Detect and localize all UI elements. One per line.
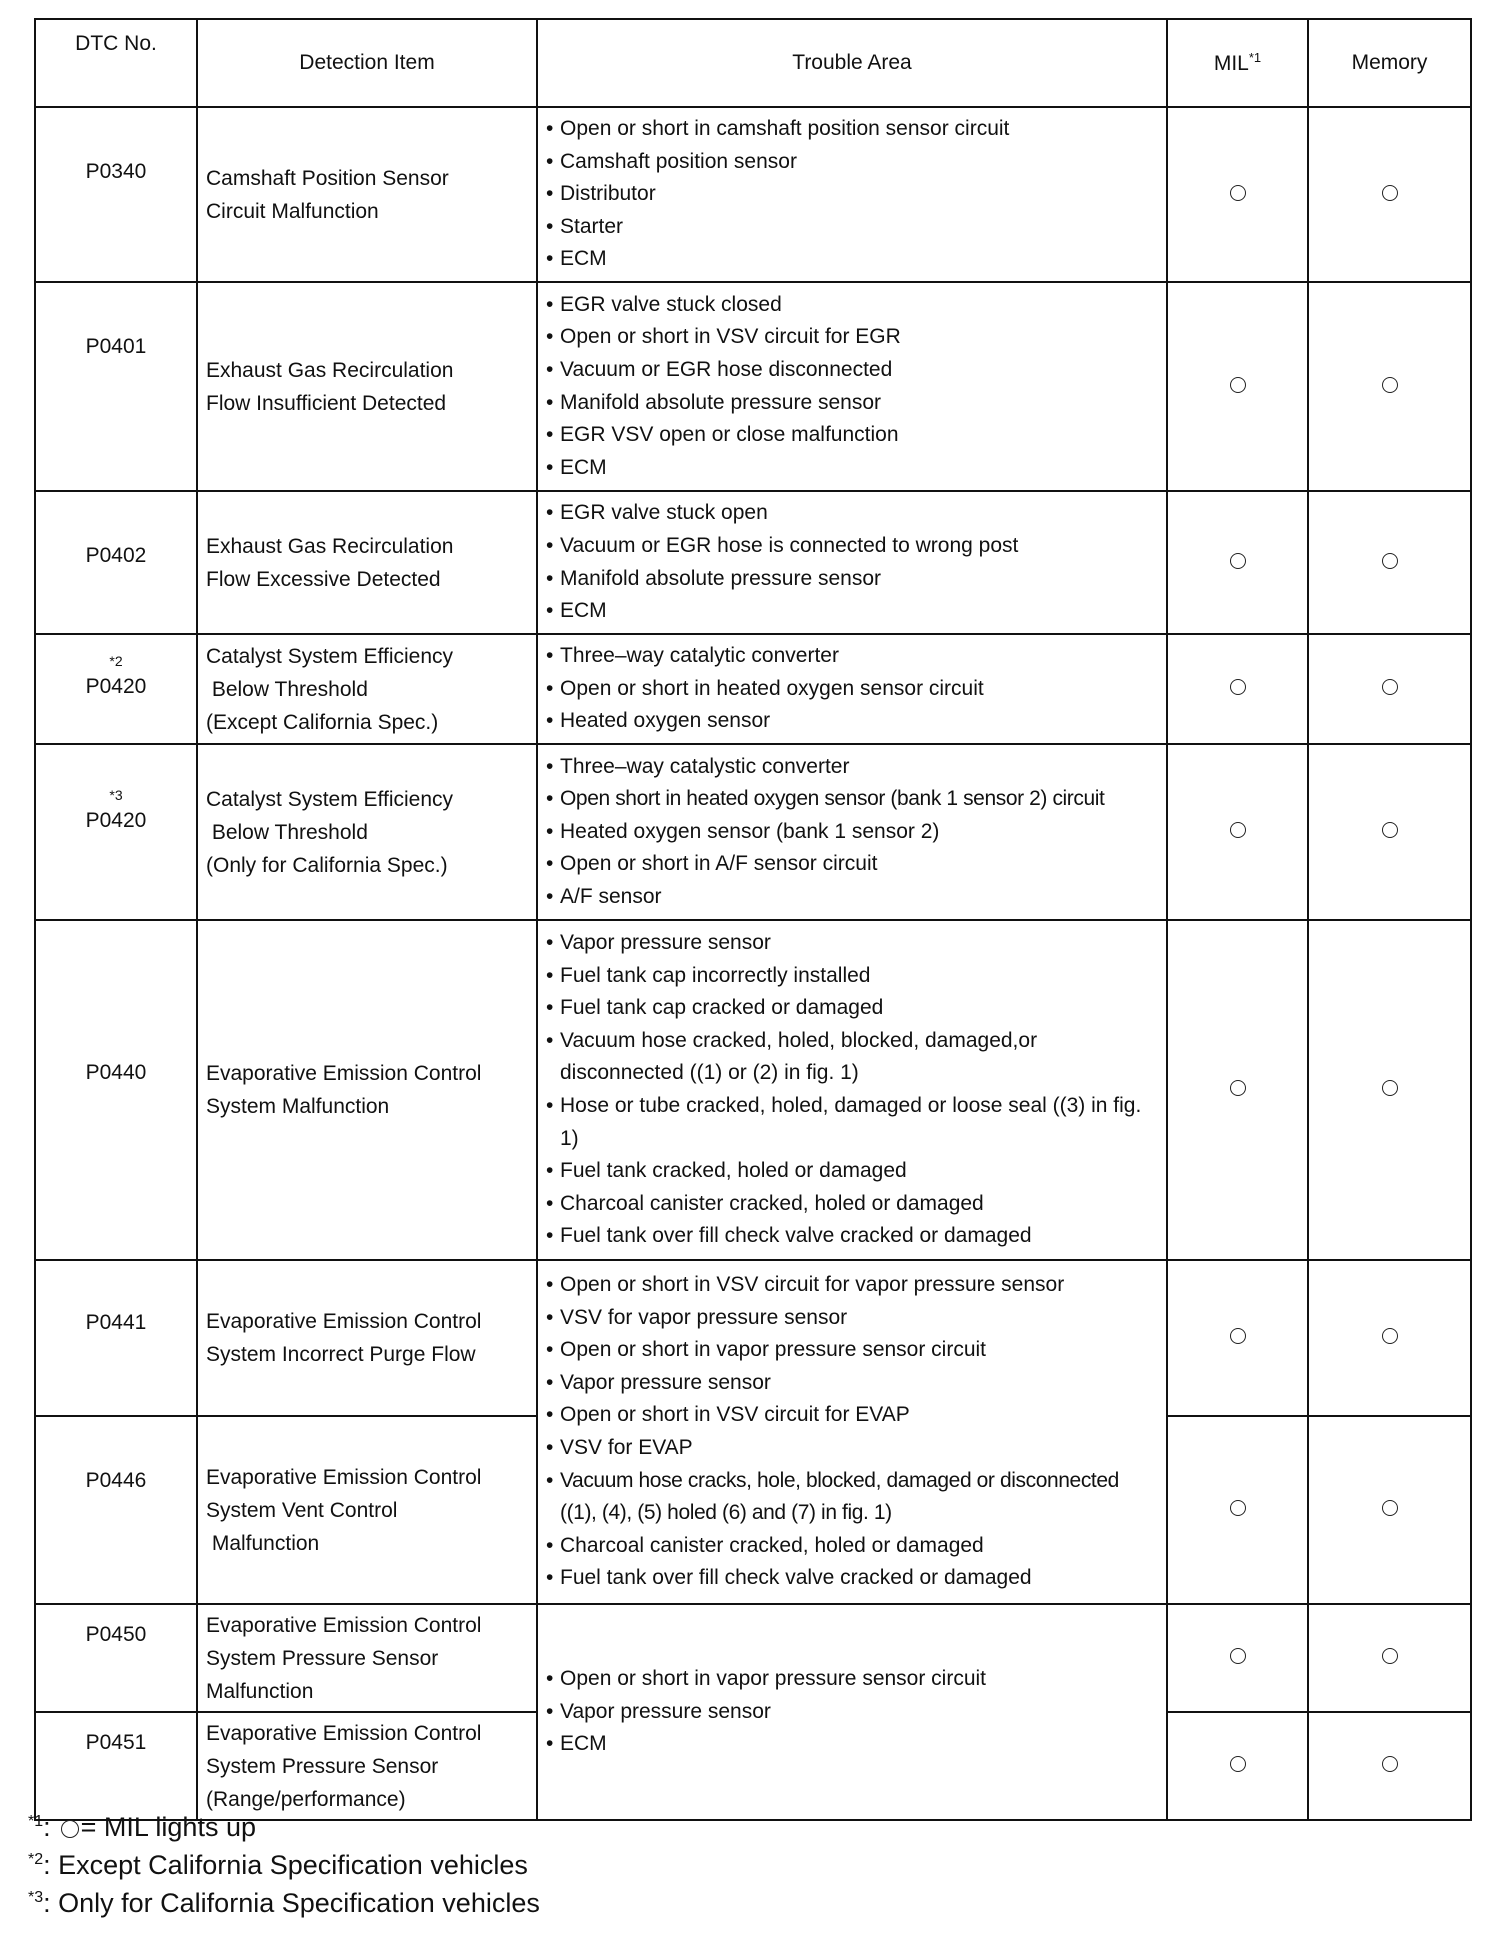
trouble-area-item: • Starter bbox=[546, 211, 1158, 244]
memory-cell bbox=[1308, 491, 1471, 634]
dtc-code-cell: P0401 bbox=[35, 282, 197, 491]
trouble-area-item: • Manifold absolute pressure sensor bbox=[546, 563, 1158, 596]
trouble-area-item: • Manifold absolute pressure sensor bbox=[546, 387, 1158, 420]
trouble-area-item: • VSV for EVAP bbox=[546, 1432, 1158, 1465]
table-header-row bbox=[35, 19, 1471, 107]
circle-mark-icon bbox=[1230, 679, 1246, 695]
trouble-area-item: • ECM bbox=[546, 243, 1158, 276]
circle-mark-icon bbox=[1230, 377, 1246, 393]
memory-cell bbox=[1308, 1260, 1471, 1416]
trouble-area-item: • Open or short in camshaft position sensor circuit bbox=[546, 113, 1158, 146]
dtc-code-cell: *2 P0420 bbox=[35, 634, 197, 744]
detection-item-cell: Evaporative Emission Control System Vent Control Malfunction bbox=[197, 1416, 537, 1604]
memory-cell bbox=[1308, 107, 1471, 282]
circle-mark-icon bbox=[1230, 1080, 1246, 1096]
mil-cell bbox=[1167, 107, 1308, 282]
trouble-area-item: • Fuel tank cap cracked or damaged bbox=[546, 992, 1158, 1025]
dtc-code-cell: P0446 bbox=[35, 1416, 197, 1604]
dtc-footnote-marker: *2 bbox=[109, 653, 123, 669]
footnote-marker: *2 bbox=[28, 1851, 44, 1868]
circle-mark-icon bbox=[1382, 1500, 1398, 1516]
trouble-area-item: • Open short in heated oxygen sensor (bank 1 sensor 2) circuit bbox=[546, 783, 1158, 816]
footnote-3: $^{*3}$: Only for California Specification vehicles bbox=[28, 1888, 540, 1918]
trouble-area-item: • ECM bbox=[546, 595, 1158, 628]
dtc-code-cell: P0441 bbox=[35, 1260, 197, 1416]
memory-cell bbox=[1308, 1604, 1471, 1712]
dtc-footnote-marker: *3 bbox=[109, 787, 123, 803]
table-row bbox=[35, 744, 1471, 920]
dtc-code-cell: P0402 bbox=[35, 491, 197, 634]
mil-cell bbox=[1167, 1416, 1308, 1604]
mil-cell bbox=[1167, 1260, 1308, 1416]
trouble-area-item: • Heated oxygen sensor (bank 1 sensor 2) bbox=[546, 816, 1158, 849]
trouble-area-item: • Vacuum hose cracks, hole, blocked, damaged or disconnected ((1), (4), (5) holed (6) and (7) in fig. 1) bbox=[546, 1465, 1158, 1530]
trouble-area-item: • Camshaft position sensor bbox=[546, 146, 1158, 179]
mil-cell bbox=[1167, 1604, 1308, 1712]
table-row bbox=[35, 634, 1471, 744]
detection-item-cell: Evaporative Emission Control System Malfunction bbox=[197, 920, 537, 1260]
circle-mark-icon bbox=[1382, 822, 1398, 838]
detection-item-cell: Catalyst System Efficiency Below Threshold (Only for California Spec.) bbox=[197, 744, 537, 920]
circle-mark-icon bbox=[1382, 377, 1398, 393]
detection-item-cell: Catalyst System Efficiency Below Threshold (Except California Spec.) bbox=[197, 634, 537, 744]
trouble-area-item: • Vacuum or EGR hose disconnected bbox=[546, 354, 1158, 387]
trouble-area-item: • Fuel tank cracked, holed or damaged bbox=[546, 1155, 1158, 1188]
circle-mark-icon bbox=[1230, 553, 1246, 569]
circle-mark-icon bbox=[1230, 1500, 1246, 1516]
detection-item-cell: Evaporative Emission Control System Pressure Sensor Malfunction bbox=[197, 1604, 537, 1712]
trouble-area-item: • ECM bbox=[546, 1728, 1158, 1761]
table-row bbox=[35, 1260, 1471, 1416]
trouble-area-item: • EGR valve stuck closed bbox=[546, 289, 1158, 322]
header-trouble-area: Trouble Area bbox=[537, 19, 1167, 107]
trouble-area-item: • Three–way catalystic converter bbox=[546, 751, 1158, 784]
mil-cell bbox=[1167, 920, 1308, 1260]
trouble-area-item: • Fuel tank over fill check valve cracked or damaged bbox=[546, 1220, 1158, 1253]
trouble-area-item: • Distributor bbox=[546, 178, 1158, 211]
trouble-area-item: • Charcoal canister cracked, holed or damaged bbox=[546, 1188, 1158, 1221]
circle-mark-icon bbox=[1230, 185, 1246, 201]
trouble-area-item: • VSV for vapor pressure sensor bbox=[546, 1302, 1158, 1335]
trouble-area-item: • Vacuum hose cracked, holed, blocked, damaged,or disconnected ((1) or (2) in fig. 1) bbox=[546, 1025, 1158, 1090]
trouble-area-item: • Open or short in vapor pressure sensor circuit bbox=[546, 1334, 1158, 1367]
trouble-area-item: • EGR VSV open or close malfunction bbox=[546, 419, 1158, 452]
header-dtc-no: DTC No. bbox=[35, 19, 197, 107]
trouble-area-item: • Open or short in vapor pressure sensor circuit bbox=[546, 1663, 1158, 1696]
trouble-area-cell bbox=[537, 920, 1167, 1260]
trouble-area-cell bbox=[537, 282, 1167, 491]
dtc-code-cell: *3 P0420 bbox=[35, 744, 197, 920]
circle-mark-icon bbox=[1382, 1756, 1398, 1772]
footnote-1: $^{*1}$: = MIL lights up bbox=[28, 1812, 256, 1842]
circle-mark-icon bbox=[1382, 1648, 1398, 1664]
trouble-area-item: • Heated oxygen sensor bbox=[546, 705, 1158, 738]
memory-cell bbox=[1308, 634, 1471, 744]
mil-footnote-marker: *1 bbox=[1248, 50, 1262, 65]
circle-mark-icon bbox=[1382, 185, 1398, 201]
memory-cell bbox=[1308, 1416, 1471, 1604]
header-detection-item: Detection Item bbox=[197, 19, 537, 107]
circle-mark-icon bbox=[1382, 1328, 1398, 1344]
trouble-area-item: • Open or short in heated oxygen sensor circuit bbox=[546, 673, 1158, 706]
memory-cell bbox=[1308, 744, 1471, 920]
trouble-area-item: • ECM bbox=[546, 452, 1158, 485]
footnote-marker: *1 bbox=[28, 1813, 44, 1830]
mil-cell bbox=[1167, 491, 1308, 634]
trouble-area-item: • Open or short in VSV circuit for vapor pressure sensor bbox=[546, 1269, 1158, 1302]
circle-mark-icon bbox=[1230, 1756, 1246, 1772]
mil-cell bbox=[1167, 634, 1308, 744]
trouble-area-cell bbox=[537, 107, 1167, 282]
circle-mark-icon bbox=[1382, 1080, 1398, 1096]
trouble-area-cell bbox=[537, 491, 1167, 634]
trouble-area-item: • Fuel tank over fill check valve cracked or damaged bbox=[546, 1562, 1158, 1595]
trouble-area-item: • Vapor pressure sensor bbox=[546, 1696, 1158, 1729]
table-row bbox=[35, 491, 1471, 634]
mil-cell bbox=[1167, 744, 1308, 920]
header-mil: MIL$^{*1}$ bbox=[1167, 19, 1308, 107]
mil-cell bbox=[1167, 1712, 1308, 1820]
trouble-area-cell bbox=[537, 744, 1167, 920]
trouble-area-item: • Open or short in VSV circuit for EVAP bbox=[546, 1399, 1158, 1432]
dtc-code-cell: P0450 bbox=[35, 1604, 197, 1712]
dtc-code-cell: P0440 bbox=[35, 920, 197, 1260]
detection-item-cell: Evaporative Emission Control System Pressure Sensor (Range/performance) bbox=[197, 1712, 537, 1820]
detection-item-cell: Evaporative Emission Control System Incorrect Purge Flow bbox=[197, 1260, 537, 1416]
circle-mark-icon bbox=[61, 1820, 79, 1838]
table-row bbox=[35, 282, 1471, 491]
footnotes bbox=[28, 1808, 540, 1922]
detection-item-cell: Exhaust Gas Recirculation Flow Insufficient Detected bbox=[197, 282, 537, 491]
memory-cell bbox=[1308, 1712, 1471, 1820]
header-memory: Memory bbox=[1308, 19, 1471, 107]
trouble-area-item: • A/F sensor bbox=[546, 881, 1158, 914]
trouble-area-item: • Vapor pressure sensor bbox=[546, 1367, 1158, 1400]
trouble-area-item: • EGR valve stuck open bbox=[546, 497, 1158, 530]
memory-cell bbox=[1308, 282, 1471, 491]
mil-cell bbox=[1167, 282, 1308, 491]
trouble-area-item: • Fuel tank cap incorrectly installed bbox=[546, 960, 1158, 993]
trouble-area-item: • Vacuum or EGR hose is connected to wrong post bbox=[546, 530, 1158, 563]
table-row bbox=[35, 1604, 1471, 1712]
trouble-area-item: • Three–way catalytic converter bbox=[546, 640, 1158, 673]
circle-mark-icon bbox=[1230, 822, 1246, 838]
circle-mark-icon bbox=[1382, 553, 1398, 569]
trouble-area-cell bbox=[537, 1604, 1167, 1820]
footnote-2: $^{*2}$: Except California Specification vehicles bbox=[28, 1850, 528, 1880]
detection-item-cell: Camshaft Position Sensor Circuit Malfunction bbox=[197, 107, 537, 282]
trouble-area-item: • Vapor pressure sensor bbox=[546, 927, 1158, 960]
circle-mark-icon bbox=[1230, 1648, 1246, 1664]
trouble-area-item: • Charcoal canister cracked, holed or damaged bbox=[546, 1530, 1158, 1563]
memory-cell bbox=[1308, 920, 1471, 1260]
circle-mark-icon bbox=[1382, 679, 1398, 695]
dtc-table bbox=[34, 18, 1472, 1821]
table-row bbox=[35, 920, 1471, 1260]
trouble-area-item: • Hose or tube cracked, holed, damaged or loose seal ((3) in fig. 1) bbox=[546, 1090, 1158, 1155]
detection-item-cell: Exhaust Gas Recirculation Flow Excessive Detected bbox=[197, 491, 537, 634]
trouble-area-cell bbox=[537, 634, 1167, 744]
dtc-code-cell: P0340 bbox=[35, 107, 197, 282]
trouble-area-item: • Open or short in A/F sensor circuit bbox=[546, 848, 1158, 881]
table-row bbox=[35, 107, 1471, 282]
trouble-area-item: • Open or short in VSV circuit for EGR bbox=[546, 321, 1158, 354]
circle-mark-icon bbox=[1230, 1328, 1246, 1344]
dtc-code-cell: P0451 bbox=[35, 1712, 197, 1820]
footnote-marker: *3 bbox=[28, 1889, 44, 1906]
trouble-area-cell bbox=[537, 1260, 1167, 1604]
